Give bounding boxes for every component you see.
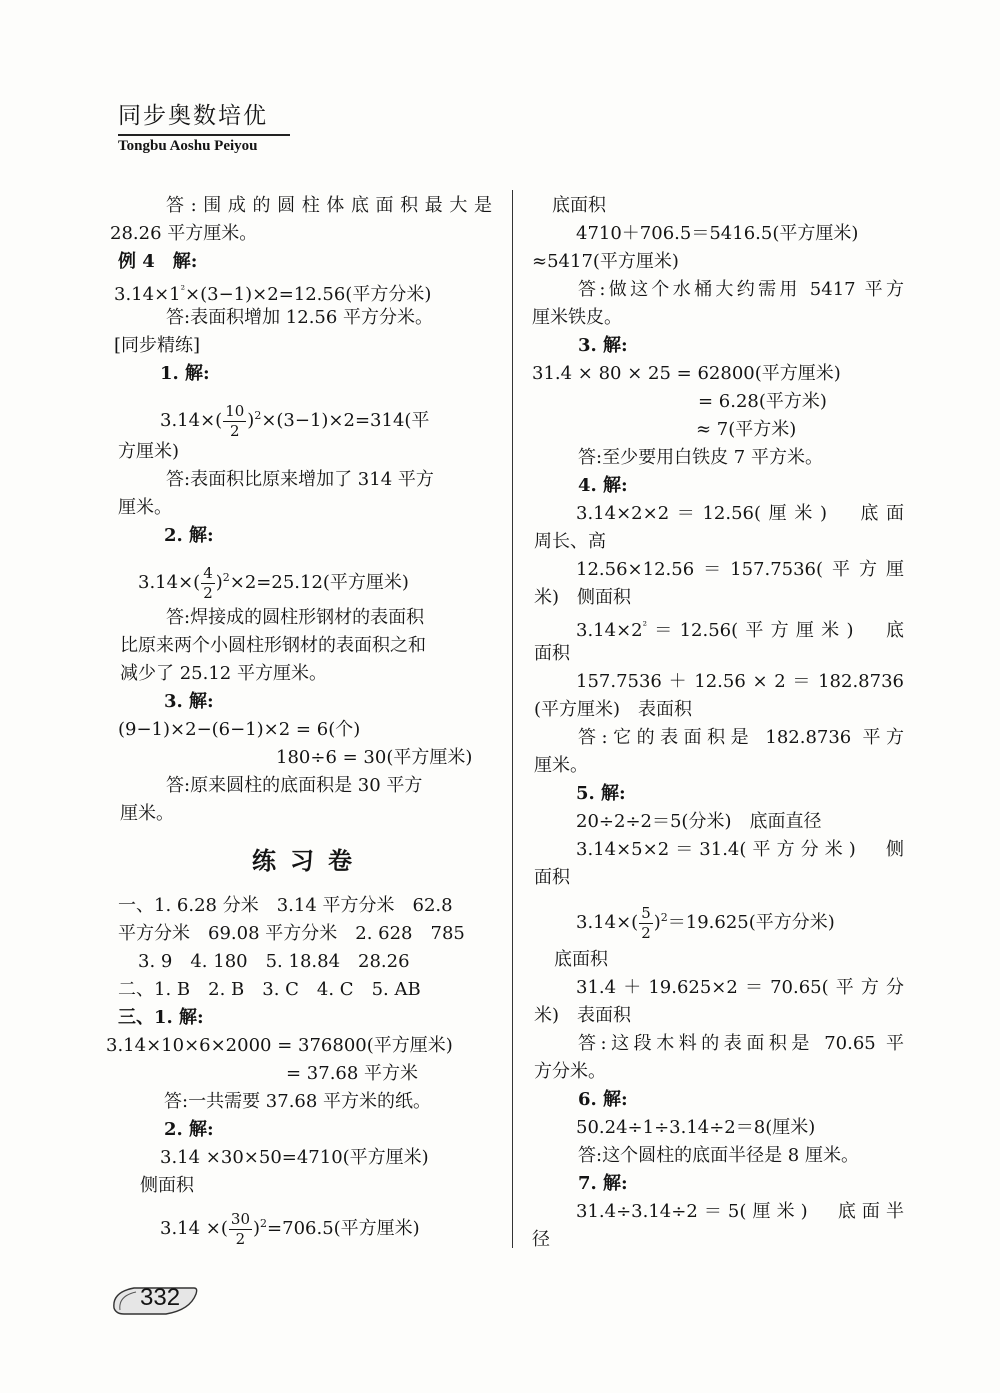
text-line: 比原来两个小圆柱形钢材的表面积之和 [120, 635, 426, 656]
answer-line: 答:表面积比原来增加了 314 平方 [166, 469, 434, 490]
text-line: 答:围成的圆柱体底面积最大是 [166, 195, 492, 216]
formula-line: $3.14\times 2^{^2}=12.56$(平方厘米) 底 [576, 619, 904, 641]
formula-line: 3.14 ×30×50=4710(平方厘米) [160, 1147, 429, 1168]
text-line: 米) 表面积 [534, 1005, 632, 1026]
formula-line: 31.4 × 80 × 25 = 62800(平方厘米) [532, 363, 841, 384]
header-title: 同步奥数培优 [118, 103, 268, 129]
formula-line: 3.14×( $\frac{10}{2}$ )$^2$×(3−1)×2=314(平 [160, 401, 430, 440]
text-line: 面积 [534, 643, 570, 664]
formula-line: (9−1)×2−(6−1)×2 = 6(个) [118, 719, 361, 740]
answer-line: 答:做这个水桶大约需用 5417 平方 [578, 279, 904, 300]
answer-line: 平方分米 69.08 平方分米 2. 628 785 [118, 923, 465, 944]
formula-line: = 6.28(平方米) [698, 391, 827, 412]
header-rule [118, 134, 290, 136]
text-line: 厘米。 [118, 497, 172, 518]
answer-line: 二、1. B 2. B 3. C 4. C 5. AB [118, 979, 421, 1000]
text-line: 28.26 平方厘米。 [110, 223, 258, 244]
formula-line: 3.14×( $\frac{4}{2}$ )$^2$×2=25.12(平方厘米) [138, 563, 409, 602]
answer-line: 答:一共需要 37.68 平方米的纸。 [164, 1091, 432, 1112]
formula-line: 20÷2÷2＝5(分米) 底面直径 [576, 811, 822, 832]
problem-heading: 3. 解: [164, 691, 214, 712]
formula-line: 3.14×5×2＝31.4(平方分米) 侧 [576, 839, 904, 860]
formula-line: $3.14\times 1^{^2}\times(3-1)\times 2=12.56$(平方分米) [114, 283, 432, 305]
formula-line: = 37.68 平方米 [286, 1063, 419, 1084]
answer-line: 答:至少要用白铁皮 7 平方米。 [578, 447, 823, 468]
text-line: 底面积 [554, 949, 608, 970]
answer-line: 答:这段木料的表面积是 70.65 平 [578, 1033, 904, 1054]
text-line: 米) 侧面积 [534, 587, 632, 608]
answer-line: 一、1. 6.28 分米 3.14 平方分米 62.8 [118, 895, 453, 916]
fraction: $\frac{4}{2}$ [203, 563, 213, 602]
section-heading: [同步精练] [114, 335, 201, 356]
formula-line: 3.14×2×2＝12.56(厘米) 底面 [576, 503, 904, 524]
problem-heading: 三、1. 解: [118, 1007, 204, 1028]
formula-line: 3.14 ×( $\frac{30}{2}$ )$^2$=706.5(平方厘米) [160, 1209, 420, 1248]
text-line: 厘米铁皮。 [532, 307, 622, 328]
formula-line: ≈ 7(平方米) [696, 419, 797, 440]
formula-line: 12.56×12.56＝157.7536(平方厘 [576, 559, 904, 580]
text-line: 径 [532, 1229, 550, 1250]
formula-line: 50.24÷1÷3.14÷2＝8(厘米) [576, 1117, 816, 1138]
problem-heading: 7. 解: [578, 1173, 628, 1194]
formula-line: 180÷6 = 30(平方厘米) [276, 747, 473, 768]
text-line: 减少了 25.12 平方厘米。 [120, 663, 327, 684]
answer-line: 答:这个圆柱的底面半径是 8 厘米。 [578, 1145, 859, 1166]
answer-line: 答:焊接成的圆柱形钢材的表面积 [166, 607, 425, 628]
text-line: 侧面积 [140, 1175, 194, 1196]
answer-line: 答:原来圆柱的底面积是 30 平方 [166, 775, 423, 796]
fraction: $\frac{30}{2}$ [230, 1209, 250, 1248]
text-line: 面积 [534, 867, 570, 888]
answer-line: 3. 9 4. 180 5. 18.84 28.26 [138, 951, 410, 972]
text-line: (平方厘米) 表面积 [534, 699, 693, 720]
problem-heading: 3. 解: [578, 335, 628, 356]
formula-line: 3.14×( $\frac{5}{2}$ )$^2$＝19.625(平方分米) [576, 903, 835, 942]
formula-line: 31.4＋19.625×2＝70.65(平方分 [576, 977, 904, 998]
formula-line: 31.4÷3.14÷2＝5(厘米) 底面半 [576, 1201, 904, 1222]
answer-line: 答:表面积增加 12.56 平方分米。 [166, 307, 434, 328]
example-heading: 例 4 解: [118, 251, 198, 272]
formula-line: ≈5417(平方厘米) [532, 251, 679, 272]
header-subtitle: Tongbu Aoshu Peiyou [118, 138, 258, 154]
page-number [110, 1280, 202, 1320]
formula-line: 3.14×10×6×2000 = 376800(平方厘米) [106, 1035, 453, 1056]
problem-heading: 2. 解: [164, 525, 214, 546]
exercise-title: 练习卷 [252, 847, 366, 875]
fraction: $\frac{10}{2}$ [225, 401, 245, 440]
problem-heading: 1. 解: [160, 363, 210, 384]
formula-line: 157.7536 ＋ 12.56 × 2 ＝ 182.8736 [576, 671, 904, 692]
text-line: 方厘米) [118, 441, 180, 462]
problem-heading: 6. 解: [578, 1089, 628, 1110]
column-divider [512, 190, 513, 1248]
answer-line: 答:它的表面积是 182.8736 平方 [578, 727, 904, 748]
text-line: 方分米。 [534, 1061, 606, 1082]
problem-heading: 2. 解: [164, 1119, 214, 1140]
problem-heading: 4. 解: [578, 475, 628, 496]
header [118, 102, 290, 155]
text-line: 底面积 [552, 195, 606, 216]
formula-line: 4710＋706.5＝5416.5(平方厘米) [576, 223, 859, 244]
text-line: 厘米。 [120, 803, 174, 824]
text-line: 厘米。 [534, 755, 588, 776]
problem-heading: 5. 解: [576, 783, 626, 804]
fraction: $\frac{5}{2}$ [641, 903, 651, 942]
page-number-text: 332 [140, 1284, 181, 1311]
text-line: 周长、高 [534, 531, 606, 552]
